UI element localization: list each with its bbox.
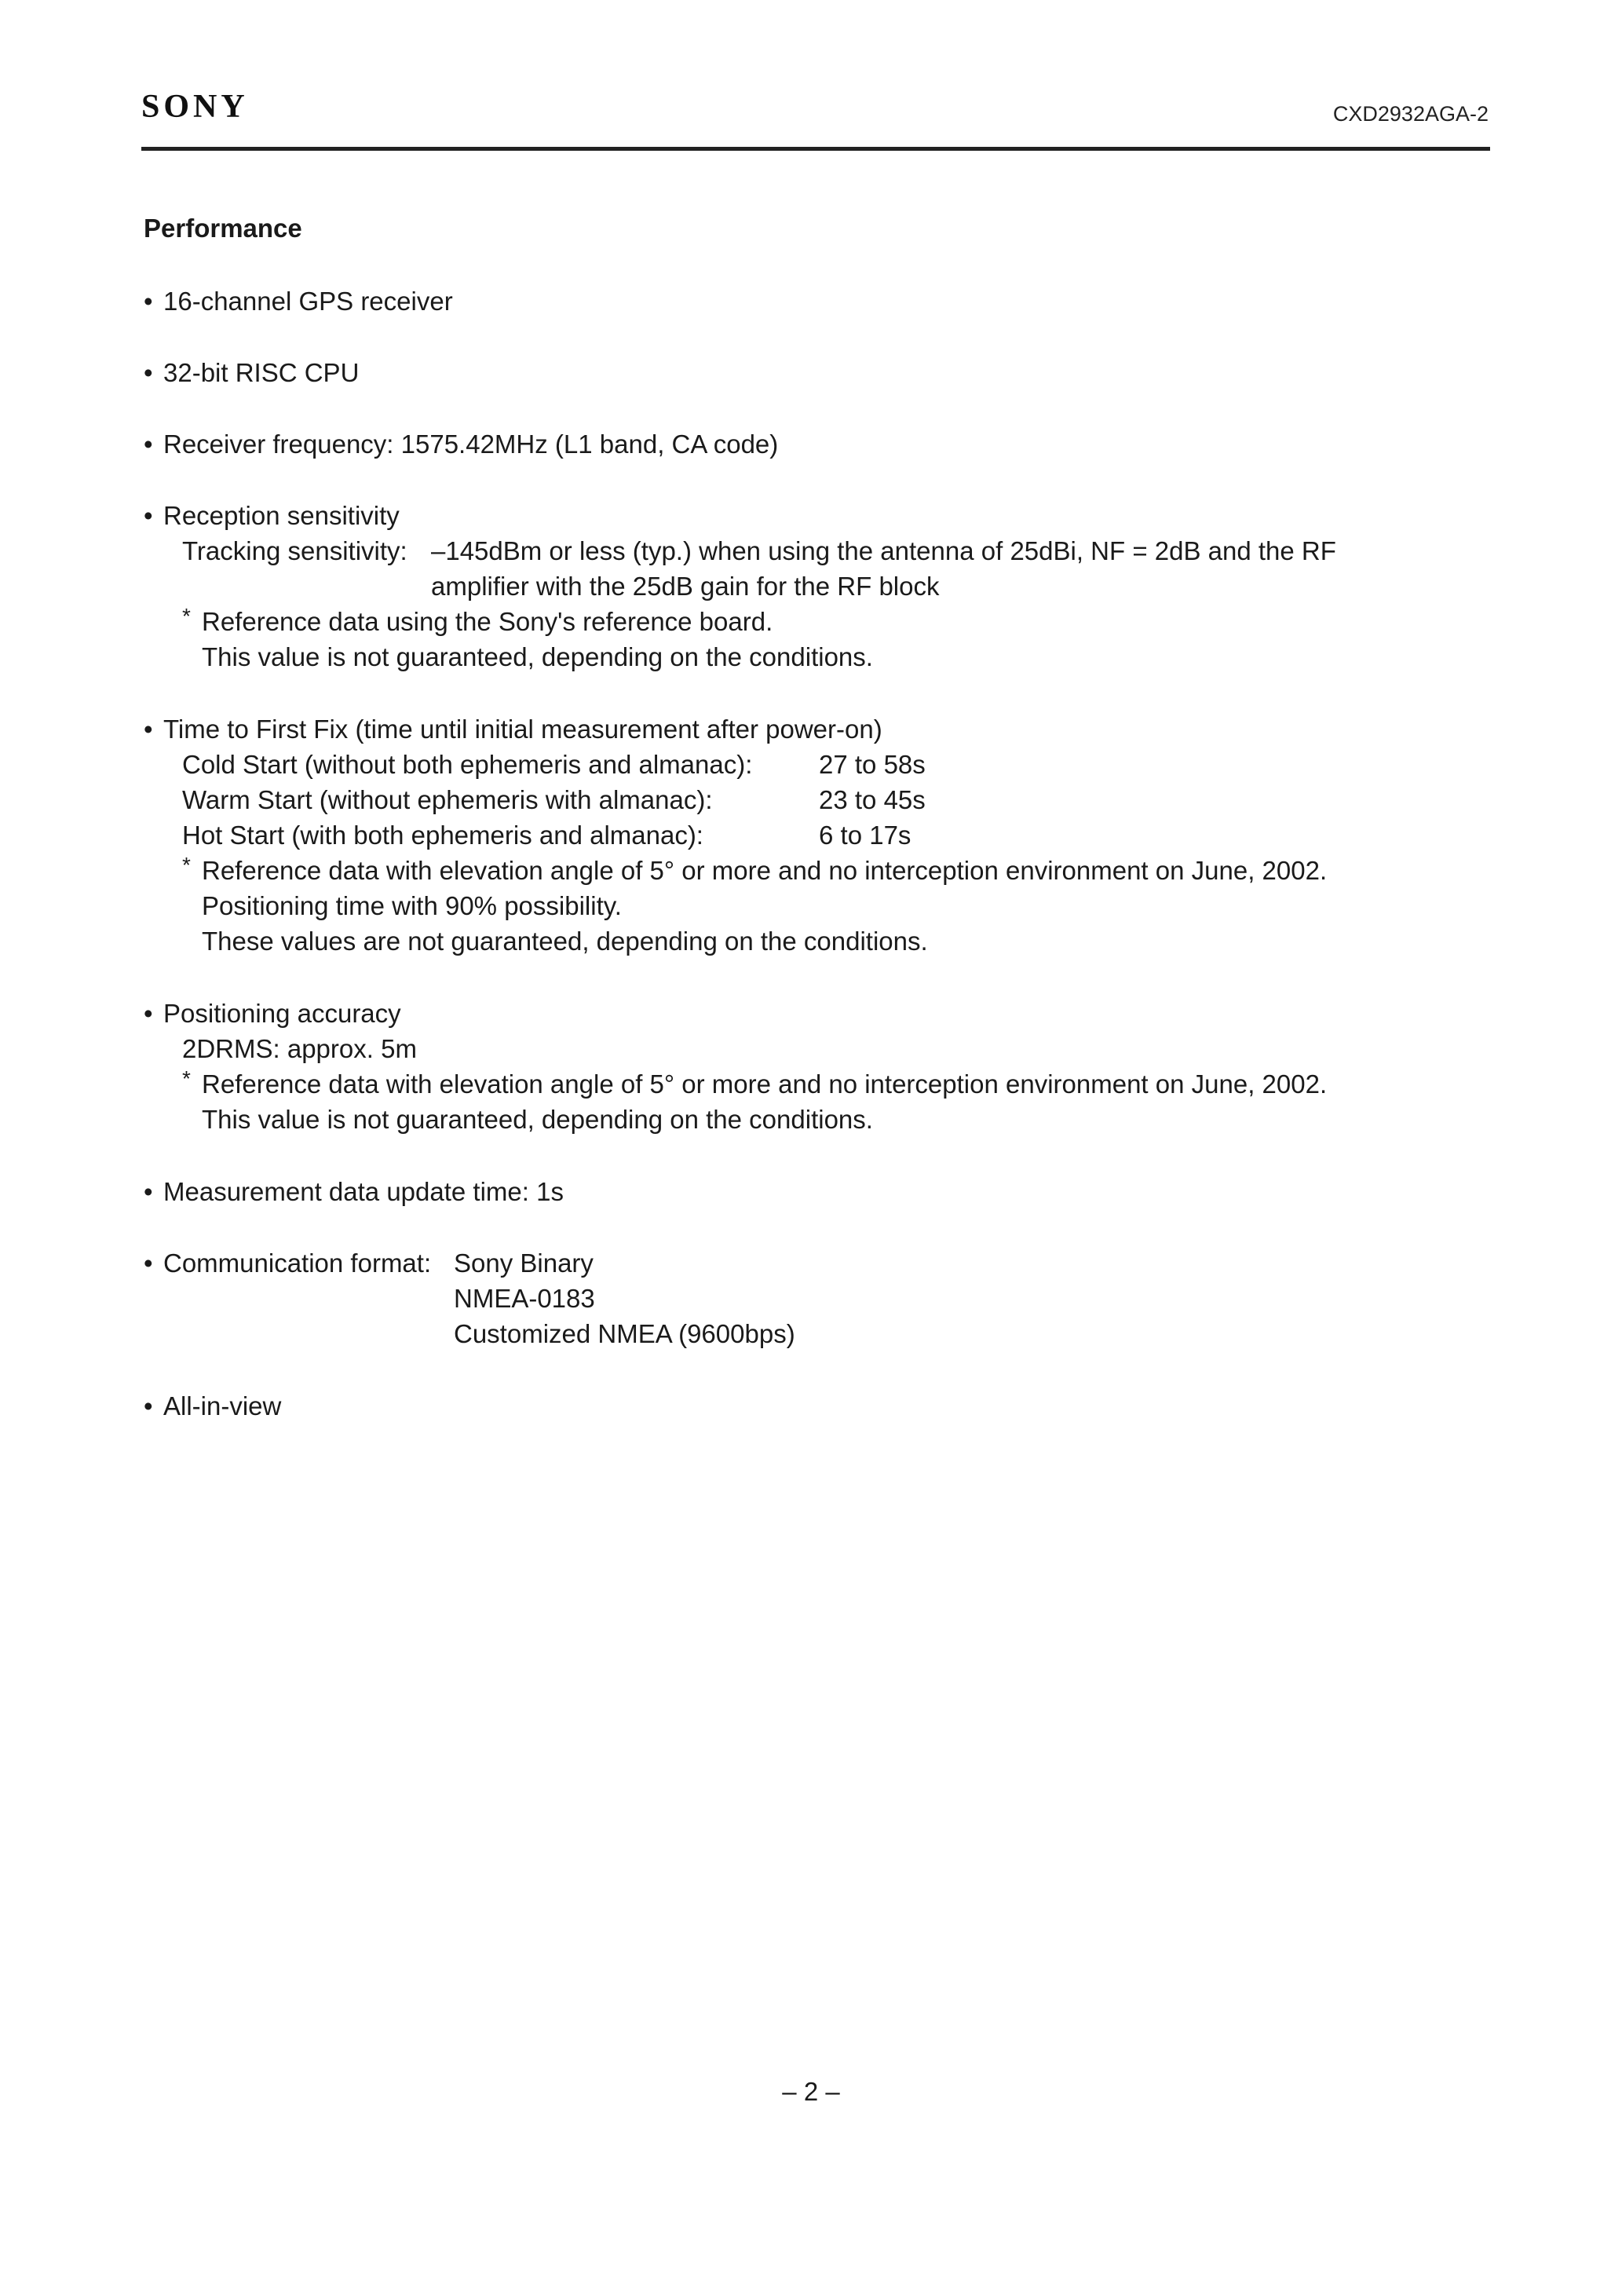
comm-format: Sony Binary [454, 1249, 594, 1278]
bullet-icon: • [144, 999, 153, 1028]
sony-logo: SONY [141, 89, 249, 125]
ttff-row-value: 27 to 58s [819, 750, 926, 779]
comm-label: Communication format: [163, 1249, 432, 1278]
document-code: CXD2932AGA-2 [1332, 102, 1489, 126]
bullet-icon: • [144, 287, 153, 316]
accuracy-note-line2: This value is not guaranteed, depending on the conditions. [202, 1105, 873, 1134]
comm-format: NMEA-0183 [454, 1284, 595, 1313]
item-channels: 16-channel GPS receiver [163, 287, 453, 316]
ttff-row-label: Cold Start (without both ephemeris and almanac): [182, 750, 753, 779]
ttff-row-label: Warm Start (without ephemeris with almanac): [182, 785, 713, 814]
header-rule [141, 147, 1490, 151]
sensitivity-value-line2: amplifier with the 25dB gain for the RF block [431, 572, 940, 601]
bullet-icon: • [144, 358, 153, 387]
section-title: Performance [144, 214, 302, 243]
item-accuracy-title: Positioning accuracy [163, 999, 401, 1028]
note-asterisk-icon: * [182, 604, 191, 628]
bullet-icon: • [144, 1177, 153, 1206]
accuracy-note-line1: Reference data with elevation angle of 5° or more and no interception environment on June, 2002. [202, 1069, 1328, 1099]
sensitivity-label: Tracking sensitivity: [182, 536, 407, 565]
ttff-note-line3: These values are not guaranteed, depending on the conditions. [202, 927, 928, 956]
ttff-note-line2: Positioning time with 90% possibility. [202, 891, 622, 920]
sensitivity-note-line1: Reference data using the Sony's reference board. [202, 607, 773, 636]
note-asterisk-icon: * [182, 853, 191, 877]
comm-format: Customized NMEA (9600bps) [454, 1319, 795, 1348]
item-update-time: Measurement data update time: 1s [163, 1177, 564, 1206]
page-number: – 2 – [782, 2077, 840, 2106]
ttff-row-value: 23 to 45s [819, 785, 926, 814]
sensitivity-note-line2: This value is not guaranteed, depending on the conditions. [202, 642, 873, 671]
item-frequency: Receiver frequency: 1575.42MHz (L1 band, CA code) [163, 430, 779, 459]
ttff-note-line1: Reference data with elevation angle of 5° or more and no interception environment on June, 2002. [202, 856, 1328, 885]
item-cpu: 32-bit RISC CPU [163, 358, 360, 387]
ttff-row-value: 6 to 17s [819, 821, 911, 850]
bullet-icon: • [144, 715, 153, 744]
bullet-icon: • [144, 1249, 153, 1278]
item-all-in-view: All-in-view [163, 1391, 282, 1420]
item-sensitivity-title: Reception sensitivity [163, 501, 400, 530]
bullet-icon: • [144, 501, 153, 530]
bullet-icon: • [144, 1391, 153, 1420]
accuracy-value: 2DRMS: approx. 5m [182, 1034, 417, 1063]
ttff-row-label: Hot Start (with both ephemeris and almanac): [182, 821, 703, 850]
bullet-icon: • [144, 430, 153, 459]
note-asterisk-icon: * [182, 1066, 191, 1091]
item-ttff-title: Time to First Fix (time until initial measurement after power-on) [163, 715, 882, 744]
sensitivity-value-line1: –145dBm or less (typ.) when using the antenna of 25dBi, NF = 2dB and the RF [431, 536, 1336, 565]
